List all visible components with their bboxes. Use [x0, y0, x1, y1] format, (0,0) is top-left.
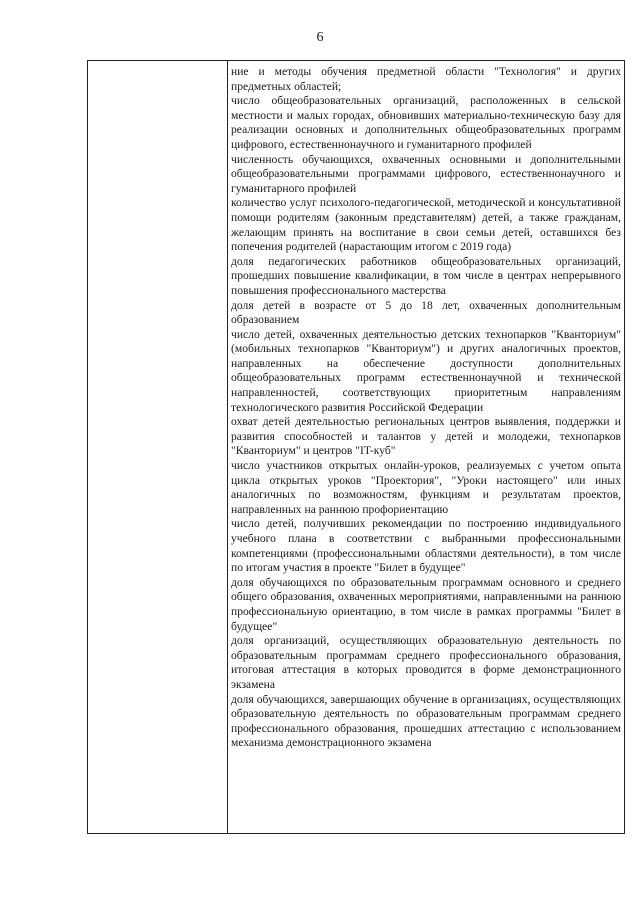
- indicator-paragraph: доля детей в возрасте от 5 до 18 лет, охваченных дополнительным образованием: [231, 298, 621, 327]
- indicator-paragraph: число участников открытых онлайн-уроков, реализуемых с учетом опыта цикла открытых уроков "Проектория", "Уроки настоящего" или иных аналогичных по возможностям, функциям и результатам проектов, направленных на раннюю профориентацию: [231, 459, 621, 516]
- page-number: 6: [316, 30, 324, 45]
- indicator-paragraph: доля обучающихся, завершающих обучение в организациях, осуществляющих образовательную деятельность по образовательным программам среднего профессионального образования, прошедших аттестацию с использованием механизма демонстрационного экзамена: [231, 692, 621, 750]
- indicator-paragraph: количество услуг психолого-педагогической, методической и консультативной помощи родителям (законным представителям) детей, а также гражданам, желающим принять на воспитание в свои семьи детей, оставшихся без попечения родителей (нарастающим итогом с 2019 года): [231, 196, 621, 254]
- indicator-paragraph: число общеобразовательных организаций, расположенных в сельской местности и малых городах, обновивших материально-техническую базу для реализации основных и дополнительных общеобразовательных программ цифрового, естественнонаучного и гуманитарного профилей: [231, 94, 621, 151]
- indicator-paragraph: число детей, получивших рекомендации по построению индивидуального учебного плана в соответствии с выбранными профессиональными компетенциями (профессиональными областями деятельности), в том числе по итогам участия в проекте "Билет в будущее": [231, 517, 621, 575]
- indicator-paragraph: численность обучающихся, охваченных основными и дополнительными общеобразовательными программами цифрового, естественнонаучного и гуманитарного профилей: [231, 152, 621, 195]
- indicator-paragraph: доля педагогических работников общеобразовательных организаций, прошедших повышение квалификации, в том числе в центрах непрерывного повышения профессионального мастерства: [231, 254, 621, 297]
- column-divider: [227, 61, 228, 833]
- indicator-paragraph: доля организаций, осуществляющих образовательную деятельность по образовательным программам среднего профессионального образования, итоговая аттестация в которых проводится в форме демонстрационного экзамена: [231, 634, 621, 691]
- indicators-cell: [231, 65, 621, 751]
- indicator-paragraph: охват детей деятельностью региональных центров выявления, поддержки и развития способностей и талантов у детей и молодежи, технопарков "Кванториум" и центров "IT-куб": [231, 415, 621, 458]
- indicators-table: [87, 60, 625, 834]
- indicator-paragraph: ние и методы обучения предметной области "Технология" и других предметных областей;: [231, 65, 621, 93]
- indicator-paragraph: доля обучающихся по образовательным программам основного и среднего общего образования, охваченных мероприятиями, направленными на раннюю профессиональную ориентацию, в том числе в рамках программы "Билет в будущее": [231, 575, 621, 633]
- indicator-paragraph: число детей, охваченных деятельностью детских технопарков "Кванториум" (мобильных технопарков "Кванториум") и других аналогичных проектов, направленных на обеспечение доступности дополнительных общеобразовательных программ естественнонаучной и технической направленностей, соответствующих приоритетным направлениям технологического развития Российской Федерации: [231, 327, 621, 414]
